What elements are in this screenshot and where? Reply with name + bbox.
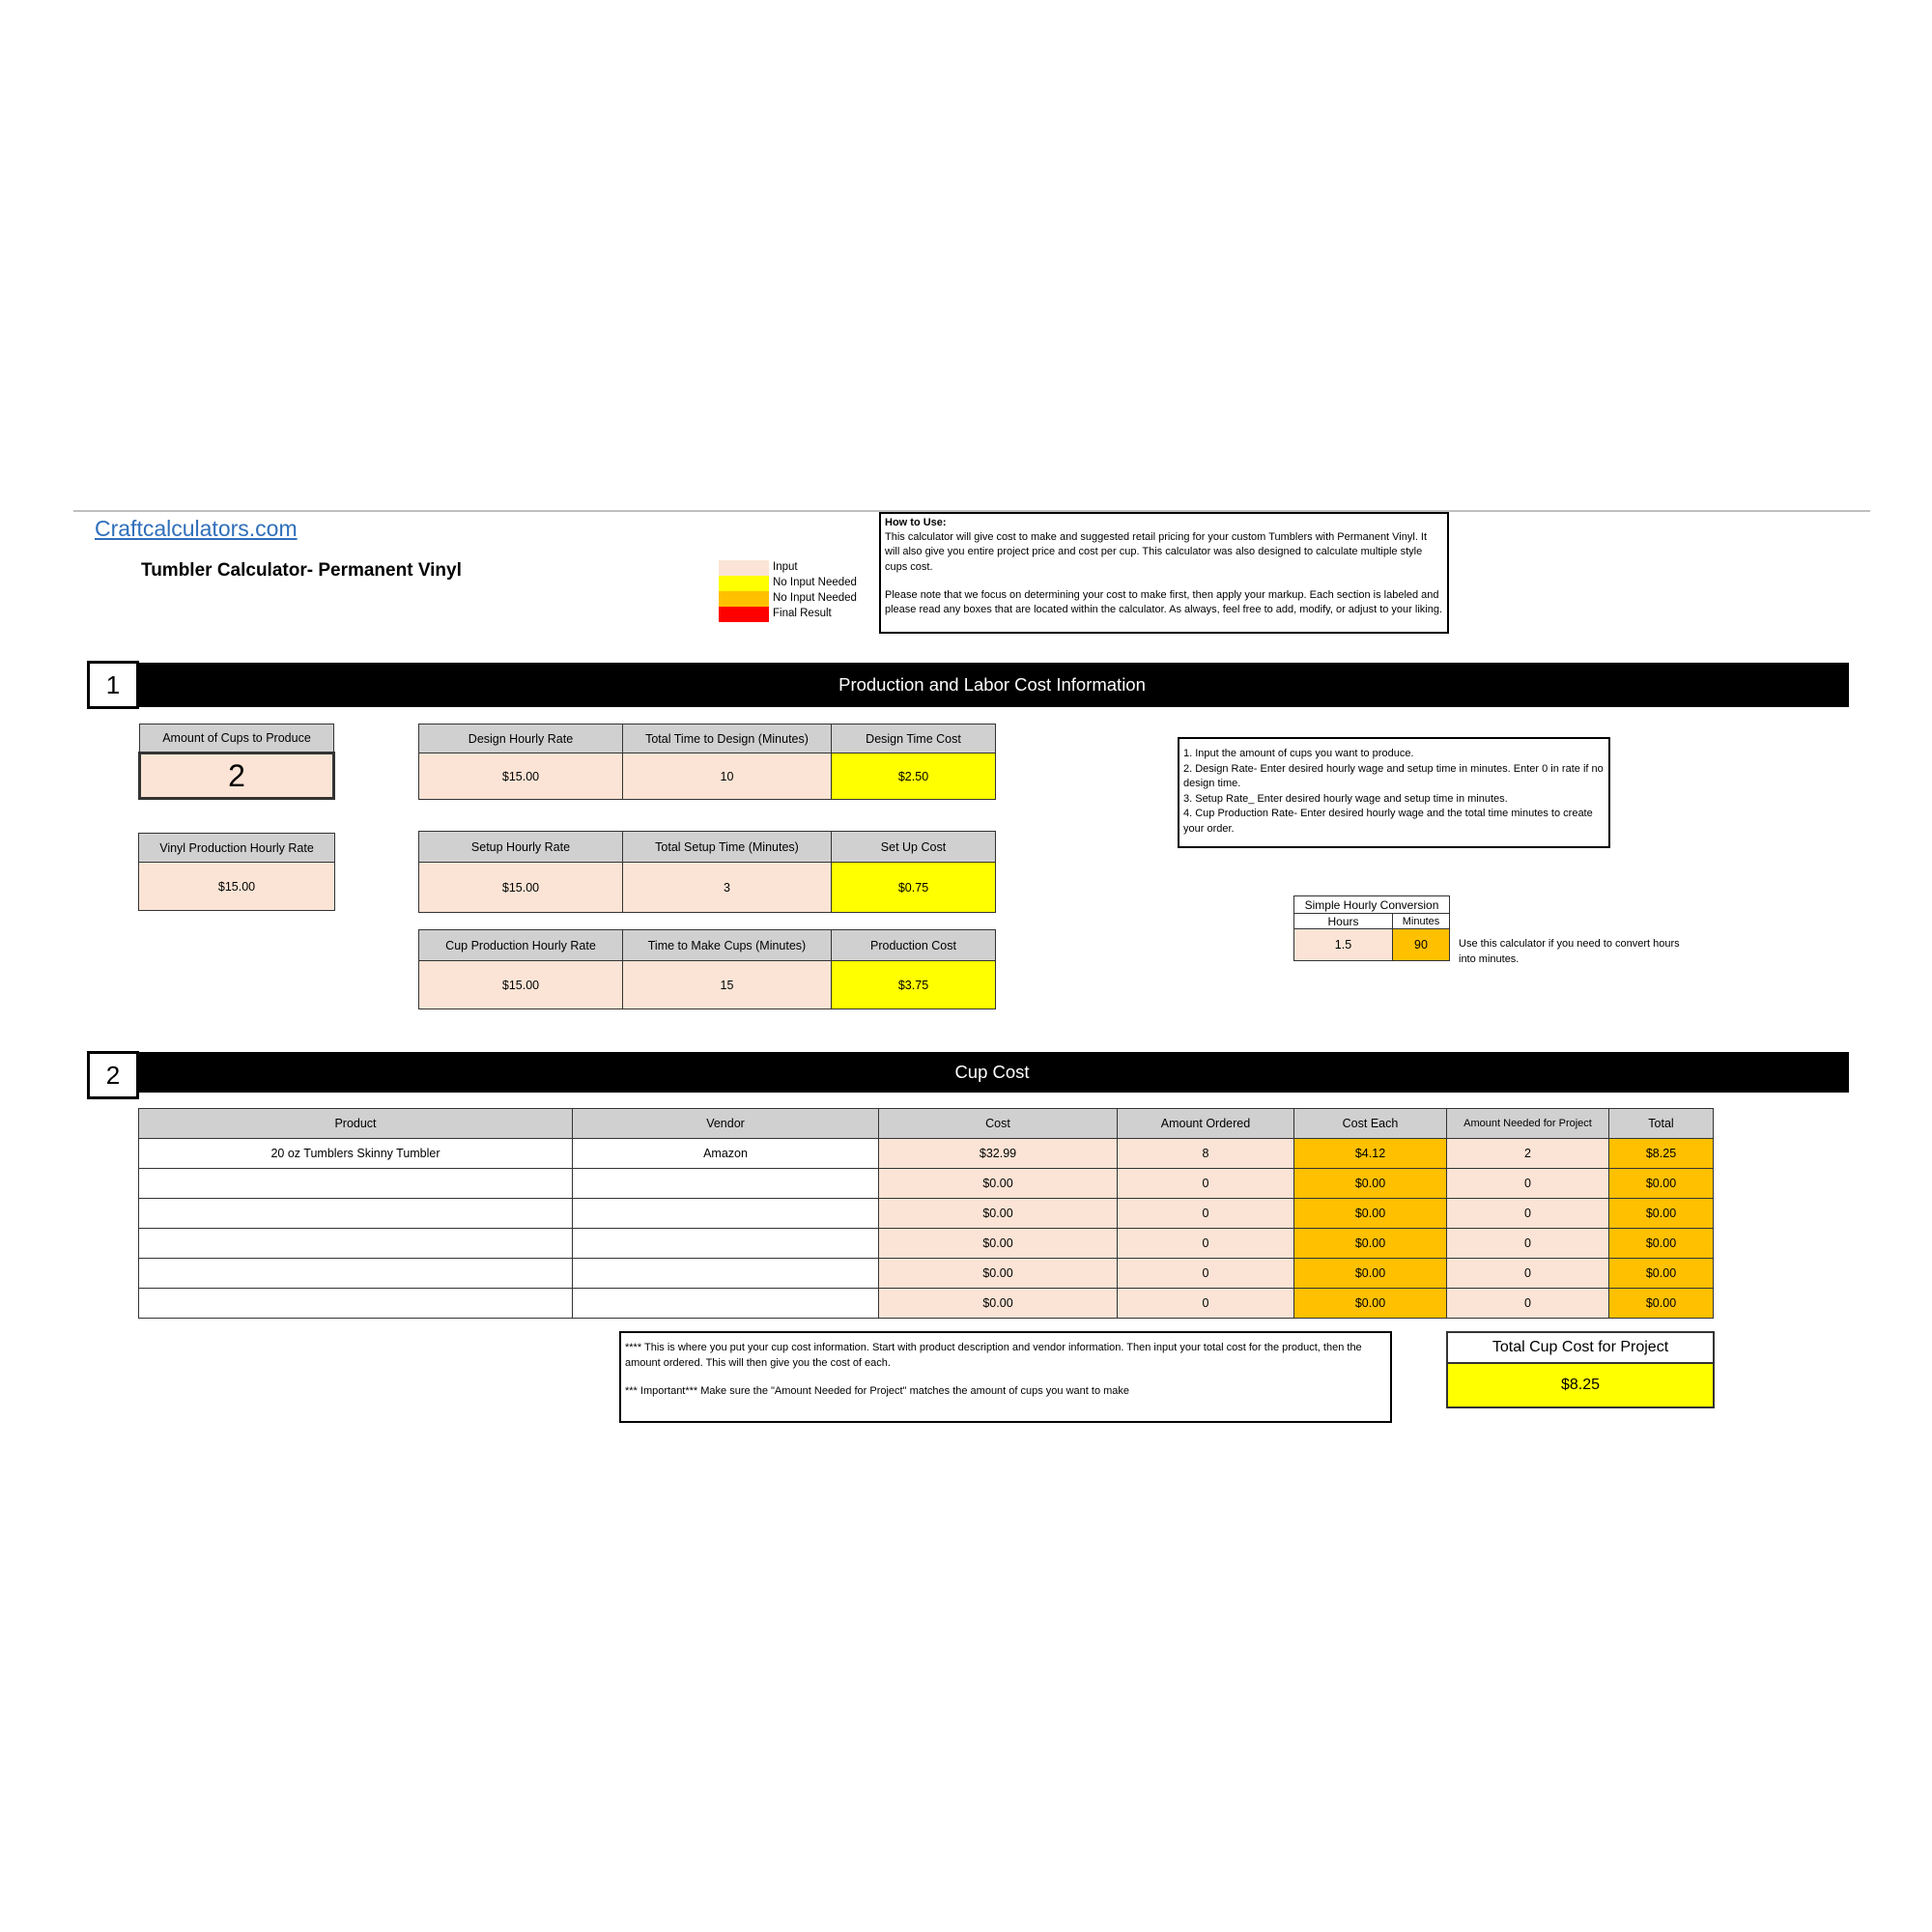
instruction-line: 1. Input the amount of cups you want to produce. xyxy=(1183,748,1414,759)
total-cup-cost-label: Total Cup Cost for Project xyxy=(1447,1332,1714,1363)
amount-ordered-cell[interactable]: 0 xyxy=(1118,1199,1294,1229)
table-row xyxy=(139,1289,1714,1319)
instruction-line: 2. Design Rate- Enter desired hourly wage and setup time in minutes. Enter 0 in rate if no design time. xyxy=(1183,762,1604,789)
minutes-value: 90 xyxy=(1393,929,1450,961)
amount-needed-cell[interactable]: 0 xyxy=(1447,1259,1609,1289)
instruction-line: 4. Cup Production Rate- Enter desired hourly wage and the total time minutes to create your order. xyxy=(1183,808,1593,835)
how-to-paragraph: This calculator will give cost to make and suggested retail pricing for your custom Tumblers with Permanent Vinyl. It will also give you entire project price and cost per cup. This calculator was also designed to calculate multiple style cups cost. xyxy=(885,531,1428,573)
hours-input[interactable]: 1.5 xyxy=(1294,929,1393,961)
product-cell[interactable] xyxy=(139,1289,573,1319)
vendor-cell[interactable] xyxy=(573,1259,879,1289)
cost-cell[interactable]: $0.00 xyxy=(879,1229,1118,1259)
cost-cell[interactable]: $32.99 xyxy=(879,1139,1118,1169)
how-to-heading: How to Use: xyxy=(885,517,947,528)
production-rate-input[interactable]: $15.00 xyxy=(419,961,623,1009)
vendor-cell[interactable] xyxy=(573,1169,879,1199)
production-cost-value: $3.75 xyxy=(832,961,996,1009)
design-cost-header: Design Time Cost xyxy=(832,724,996,753)
legend-swatch xyxy=(719,576,769,591)
section-1-header: Production and Labor Cost Information xyxy=(135,663,1849,707)
how-to-box xyxy=(879,512,1449,634)
table-row xyxy=(139,1169,1714,1199)
total-cup-cost-value: $8.25 xyxy=(1447,1363,1714,1407)
column-header-amount-needed: Amount Needed for Project xyxy=(1447,1109,1609,1139)
product-cell[interactable] xyxy=(139,1199,573,1229)
vinyl-rate-table xyxy=(138,833,335,911)
section-1-instructions xyxy=(1178,737,1610,848)
column-header-cost: Cost xyxy=(879,1109,1118,1139)
cup-cost-notes xyxy=(619,1331,1392,1423)
amount-needed-cell[interactable]: 0 xyxy=(1447,1169,1609,1199)
cost-cell[interactable]: $0.00 xyxy=(879,1289,1118,1319)
total-cell: $0.00 xyxy=(1609,1289,1714,1319)
cup-cost-note-line: *** Important*** Make sure the "Amount Needed for Project" matches the amount of cups you want to make xyxy=(625,1385,1130,1397)
vinyl-rate-label: Vinyl Production Hourly Rate xyxy=(139,834,335,863)
setup-rate-header: Setup Hourly Rate xyxy=(419,832,623,863)
design-cost-table xyxy=(418,724,996,800)
table-row xyxy=(139,1259,1714,1289)
section-1-number: 1 xyxy=(87,661,139,709)
cost-each-cell: $4.12 xyxy=(1294,1139,1447,1169)
cost-cell[interactable]: $0.00 xyxy=(879,1259,1118,1289)
setup-cost-value: $0.75 xyxy=(832,863,996,913)
cost-each-cell: $0.00 xyxy=(1294,1289,1447,1319)
hourly-conversion-table xyxy=(1293,895,1450,961)
hours-header: Hours xyxy=(1294,914,1393,929)
table-row xyxy=(139,1199,1714,1229)
instruction-line: 3. Setup Rate_ Enter desired hourly wage and setup time in minutes. xyxy=(1183,792,1508,805)
product-cell[interactable] xyxy=(139,1229,573,1259)
section-2-header: Cup Cost xyxy=(135,1052,1849,1093)
amount-ordered-cell[interactable]: 0 xyxy=(1118,1289,1294,1319)
cup-cost-table xyxy=(138,1108,1714,1319)
setup-cost-header: Set Up Cost xyxy=(832,832,996,863)
production-time-input[interactable]: 15 xyxy=(623,961,832,1009)
how-to-paragraph: Please note that we focus on determining your cost to make first, then apply your markup. Each section is labeled and please read any boxes that are located within the calculator. As always, feel free to add, modify, or adjust to your liking. xyxy=(885,588,1443,616)
vendor-cell[interactable] xyxy=(573,1229,879,1259)
legend-label: No Input Needed xyxy=(773,592,857,604)
setup-time-header: Total Setup Time (Minutes) xyxy=(623,832,832,863)
table-row xyxy=(139,1139,1714,1169)
vinyl-rate-input[interactable]: $15.00 xyxy=(139,863,335,911)
amount-needed-cell[interactable]: 0 xyxy=(1447,1289,1609,1319)
amount-ordered-cell[interactable]: 8 xyxy=(1118,1139,1294,1169)
cost-each-cell: $0.00 xyxy=(1294,1229,1447,1259)
table-row xyxy=(139,1229,1714,1259)
total-cell: $0.00 xyxy=(1609,1169,1714,1199)
amount-ordered-cell[interactable]: 0 xyxy=(1118,1229,1294,1259)
production-rate-header: Cup Production Hourly Rate xyxy=(419,930,623,961)
cups-input[interactable]: 2 xyxy=(140,753,334,799)
design-time-header: Total Time to Design (Minutes) xyxy=(623,724,832,753)
vendor-cell[interactable]: Amazon xyxy=(573,1139,879,1169)
production-cost-table xyxy=(418,929,996,1009)
product-cell[interactable]: 20 oz Tumblers Skinny Tumbler xyxy=(139,1139,573,1169)
table-header-row xyxy=(139,1109,1714,1139)
production-time-header: Time to Make Cups (Minutes) xyxy=(623,930,832,961)
legend-swatch xyxy=(719,591,769,607)
product-cell[interactable] xyxy=(139,1259,573,1289)
total-cup-cost-table xyxy=(1446,1331,1715,1408)
total-cell: $0.00 xyxy=(1609,1199,1714,1229)
amount-ordered-cell[interactable]: 0 xyxy=(1118,1259,1294,1289)
setup-time-input[interactable]: 3 xyxy=(623,863,832,913)
cost-each-cell: $0.00 xyxy=(1294,1199,1447,1229)
legend-label: Final Result xyxy=(773,608,832,619)
design-rate-input[interactable]: $15.00 xyxy=(419,753,623,800)
column-header-total: Total xyxy=(1609,1109,1714,1139)
legend-swatch xyxy=(719,560,769,576)
design-time-input[interactable]: 10 xyxy=(623,753,832,800)
product-cell[interactable] xyxy=(139,1169,573,1199)
amount-ordered-cell[interactable]: 0 xyxy=(1118,1169,1294,1199)
design-rate-header: Design Hourly Rate xyxy=(419,724,623,753)
setup-cost-table xyxy=(418,831,996,913)
production-cost-header: Production Cost xyxy=(832,930,996,961)
cost-cell[interactable]: $0.00 xyxy=(879,1199,1118,1229)
amount-needed-cell[interactable]: 0 xyxy=(1447,1199,1609,1229)
amount-needed-cell[interactable]: 0 xyxy=(1447,1229,1609,1259)
cups-label: Amount of Cups to Produce xyxy=(140,724,334,753)
cups-to-produce-table xyxy=(138,724,335,800)
conversion-title: Simple Hourly Conversion xyxy=(1294,896,1450,914)
section-2-number: 2 xyxy=(87,1051,139,1099)
column-header-cost-each: Cost Each xyxy=(1294,1109,1447,1139)
conversion-note: Use this calculator if you need to convert hours into minutes. xyxy=(1459,938,1680,965)
cost-each-cell: $0.00 xyxy=(1294,1259,1447,1289)
column-header-vendor: Vendor xyxy=(573,1109,879,1139)
setup-rate-input[interactable]: $15.00 xyxy=(419,863,623,913)
column-header-product: Product xyxy=(139,1109,573,1139)
design-cost-value: $2.50 xyxy=(832,753,996,800)
legend-label: Input xyxy=(773,561,798,573)
legend-swatch xyxy=(719,607,769,622)
cup-cost-note-line: **** This is where you put your cup cost information. Start with product description and vendor information. Then input your total cost for the product, then the amount ordered. This will then give you the cost of each. xyxy=(625,1342,1362,1369)
total-cell: $0.00 xyxy=(1609,1259,1714,1289)
vendor-cell[interactable] xyxy=(573,1199,879,1229)
column-header-amount-ordered: Amount Ordered xyxy=(1118,1109,1294,1139)
amount-needed-cell[interactable]: 2 xyxy=(1447,1139,1609,1169)
vendor-cell[interactable] xyxy=(573,1289,879,1319)
site-link[interactable]: Craftcalculators.com xyxy=(95,516,298,541)
cost-each-cell: $0.00 xyxy=(1294,1169,1447,1199)
cost-cell[interactable]: $0.00 xyxy=(879,1169,1118,1199)
total-cell: $8.25 xyxy=(1609,1139,1714,1169)
total-cell: $0.00 xyxy=(1609,1229,1714,1259)
page-title: Tumbler Calculator- Permanent Vinyl xyxy=(141,560,462,581)
legend-label: No Input Needed xyxy=(773,577,857,588)
minutes-header: Minutes xyxy=(1393,914,1450,929)
